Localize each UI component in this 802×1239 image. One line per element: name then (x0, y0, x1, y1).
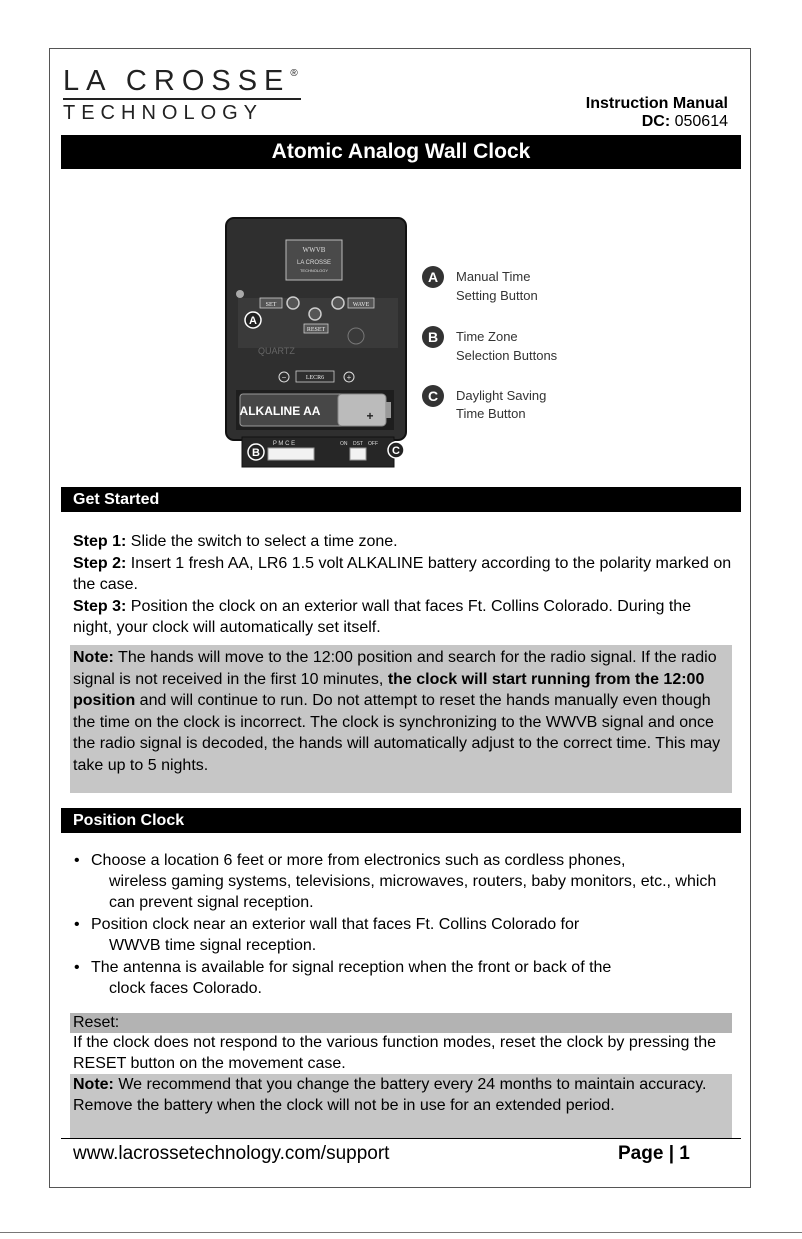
registered-mark: ® (290, 68, 298, 79)
get-started-steps (73, 531, 733, 639)
note-bold-text: the clock will start running from the 12:00 position (73, 670, 705, 709)
page-title: Atomic Analog Wall Clock (61, 135, 741, 169)
step-2-text: Insert 1 fresh AA, LR6 1.5 volt ALKALINE battery according to the polarity marked on the case. (73, 554, 732, 593)
legend-c-line2: Time Button (456, 406, 526, 421)
clock-movement-figure (220, 212, 600, 472)
list-item (73, 914, 733, 956)
list-item (73, 957, 733, 999)
brand-logo (63, 58, 301, 125)
support-url: www.lacrossetechnology.com/support (73, 1143, 390, 1164)
step-2 (73, 553, 733, 596)
battery-plus: + (366, 409, 374, 423)
wwvb-label: WWVB (302, 246, 326, 254)
set-button (287, 297, 299, 309)
zone-switch (268, 448, 314, 460)
list-item-first-line: Choose a location 6 feet or more from electronics such as cordless phones, (91, 852, 626, 869)
position-clock-heading: Position Clock (61, 808, 741, 833)
brand-name: LA CROSSE (63, 65, 291, 97)
dc-line (586, 113, 728, 131)
position-list (73, 850, 733, 1000)
legend-a-line2: Setting Button (456, 288, 538, 303)
zone-labels: P M C E (272, 441, 296, 447)
reset-button (309, 308, 321, 320)
note-battery-text: We recommend that you change the battery every 24 months to maintain accuracy. Remove the battery when the clock will not be in use for an extended period. (73, 1076, 707, 1114)
list-item-continuation: clock faces Colorado. (109, 980, 262, 997)
dc-value: 050614 (674, 113, 728, 130)
wave-label: WAVE (352, 302, 370, 308)
reset-heading: Reset: (70, 1013, 732, 1033)
legend-b-line1: Time Zone (456, 329, 518, 344)
list-item (73, 850, 733, 913)
note-text-a: The hands will move to the 12:00 position and search for the radio signal. If the radio signal is not received in the first 10 minutes, (73, 649, 717, 688)
list-item-first-line: Position clock near an exterior wall that faces Ft. Collins Colorado for (91, 916, 580, 933)
note-text-b: and will continue to run. Do not attempt to reset the hands manually even though the time on the clock is incorrect. The clock is synchronizing to the WWVB signal and once the radio signal is decoded, the hands will automatically adjust to the correct time. This may take up to 5 nights. (73, 692, 721, 774)
legend-a-line1: Manual Time (456, 269, 531, 284)
note-battery-label: Note: (73, 1076, 114, 1093)
legend-b-line2: Selection Buttons (456, 348, 558, 363)
step-3-label: Step 3: (73, 597, 127, 615)
battery-label: ALKALINE AA (239, 404, 321, 418)
reset-label: RESET (306, 327, 326, 333)
dst-on-label: ON (340, 441, 348, 447)
step-1-label: Step 1: (73, 533, 127, 550)
step-1-text: Slide the switch to select a time zone. (126, 533, 398, 550)
marker-a-letter: A (249, 315, 257, 327)
brand-subtitle: TECHNOLOGY (63, 102, 264, 124)
note-battery (70, 1074, 732, 1138)
minus-symbol: − (281, 373, 287, 382)
wave-button (332, 297, 344, 309)
dc-label: DC: (641, 113, 671, 130)
battery-type-label: LECR6 (305, 375, 325, 381)
footer-divider (61, 1138, 741, 1139)
note-label: Note: (73, 649, 114, 666)
note-signal (70, 645, 732, 793)
reset-text: If the clock does not respond to the various function modes, reset the clock by pressing the RESET button on the movement case. (73, 1034, 717, 1072)
set-label: SET (265, 302, 277, 308)
ce-mark (348, 328, 364, 344)
dst-off-label: OFF (368, 441, 378, 447)
bottom-divider (0, 1232, 802, 1233)
list-item-continuation: wireless gaming systems, televisions, microwaves, routers, baby monitors, etc., which can prevent signal reception. (109, 873, 717, 911)
manual-label: Instruction Manual (585, 95, 728, 112)
legend-c-line1: Daylight Saving (456, 388, 547, 403)
legend-a-letter: A (427, 269, 439, 285)
bullet: • (74, 852, 80, 869)
dst-label: DST (353, 441, 363, 447)
legend-b-letter: B (427, 329, 439, 345)
marker-b-letter: B (252, 447, 260, 459)
plate-brand: LA CROSSE (296, 260, 332, 266)
plus-symbol: + (346, 373, 352, 382)
brand-rule (63, 98, 301, 100)
bullet: • (74, 916, 80, 933)
battery-cap (338, 394, 386, 426)
list-item-first-line: The antenna is available for signal reception when the front or back of the (91, 959, 612, 976)
step-2-label: Step 2: (73, 554, 127, 572)
legend-c-letter: C (427, 388, 439, 404)
marker-c-letter: C (392, 445, 400, 457)
bullet: • (74, 959, 80, 976)
case-screw (236, 290, 244, 298)
quartz-label: QUARTZ (258, 346, 295, 356)
step-3 (73, 596, 733, 639)
page-number: Page | 1 (618, 1143, 690, 1164)
step-3-text: Position the clock on an exterior wall that faces Ft. Collins Colorado. During the night, your clock will automatically set itself. (73, 597, 692, 636)
step-1 (73, 531, 733, 553)
dst-switch (350, 448, 366, 460)
battery-terminal (386, 402, 391, 418)
clock-movement-diagram (220, 212, 600, 472)
plate-brand-sub: TECHNOLOGY (299, 268, 329, 273)
manual-header (586, 95, 728, 131)
list-item-continuation: WWVB time signal reception. (109, 937, 317, 954)
get-started-heading: Get Started (61, 487, 741, 512)
